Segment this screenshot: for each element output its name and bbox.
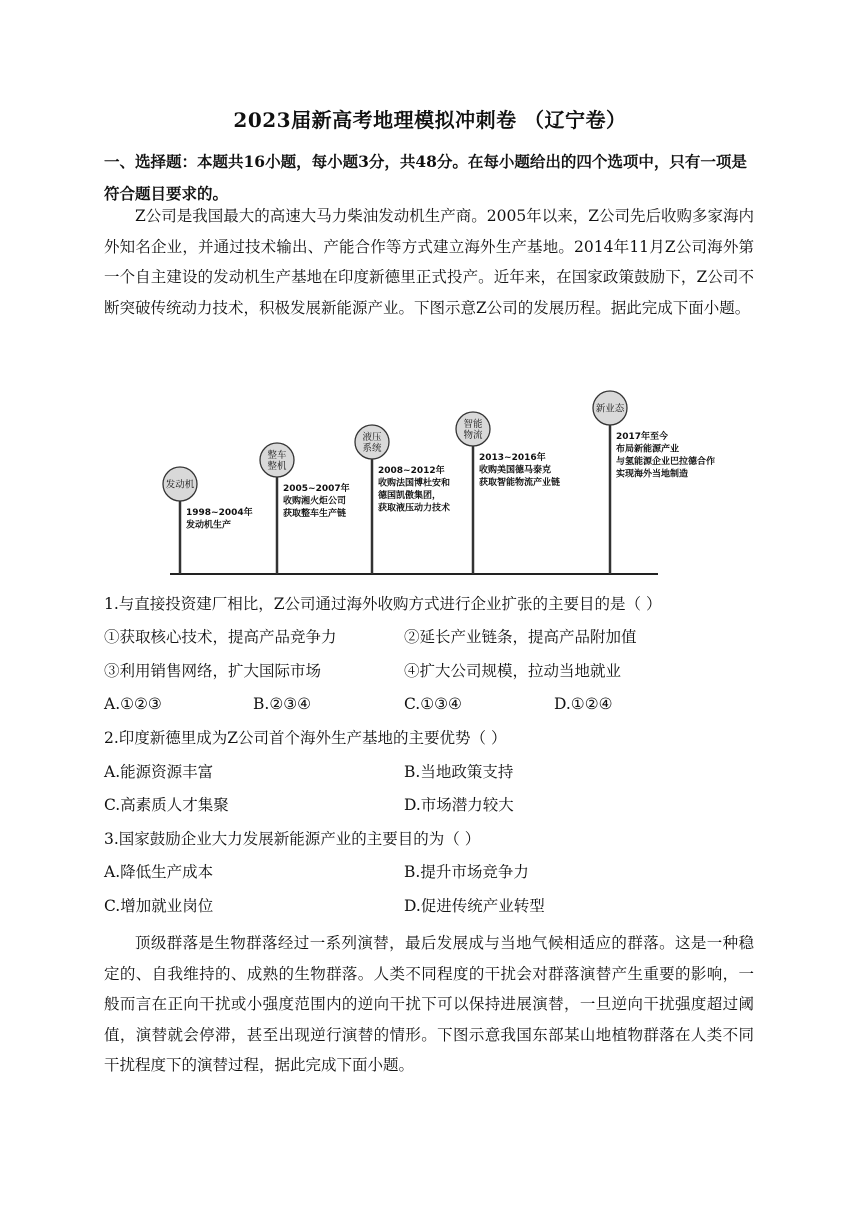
stage-1-badge-label: 发动机: [165, 479, 195, 491]
q1-option-a[interactable]: A.①②③: [104, 695, 162, 713]
q3-option-b[interactable]: B.提升市场竞争力: [404, 863, 529, 881]
question-2-stem: 2.印度新德里成为Z公司首个海外生产基地的主要优势（ ）: [104, 729, 507, 747]
q1-option-d[interactable]: D.①②④: [554, 695, 613, 713]
stage-3-badge-label: 系统: [362, 443, 382, 454]
stage-2-badge-label: 整机: [267, 461, 287, 472]
passage-1: Z公司是我国最大的高速大马力柴油发动机生产商。2005年以来，Z公司先后收购多家海内外知名企业，并通过技术输出、产能合作等方式建立海外生产基地。2014年11月Z公司海外第一个自主建设的发动机生产基地在印度新德里正式投产。近年来，在国家政策鼓励下，Z公司不断突破传统动力技术，积极发展新能源产业。下图示意Z公司的发展历程。据此完成下面小题。: [104, 207, 754, 317]
stage-3-caption: 2008~2012年: [378, 466, 445, 476]
stage-4-badge-label: 物流: [463, 430, 483, 441]
q1-statement-4: ④扩大公司规模，拉动当地就业: [404, 662, 622, 680]
stage-1-caption: 发动机生产: [186, 520, 232, 531]
stage-5-badge-label: 新业态: [595, 403, 625, 415]
stage-4-caption: 获取智能物流产业链: [479, 478, 561, 488]
stage-3-caption: 德国凯傲集团，: [378, 491, 442, 501]
stage-2-badge-label: 整车: [267, 450, 287, 461]
q1-statement-1: ①获取核心技术，提高产品竞争力: [104, 628, 337, 646]
section-heading: 一、选择题：本题共16小题，每小题3分，共48分。在每小题给出的四个选项中，只有一项是符合题目要求的。: [104, 152, 747, 203]
q3-option-a[interactable]: A.降低生产成本: [104, 863, 214, 881]
stage-3-caption: 获取液压动力技术: [378, 503, 451, 514]
stage-5-caption: 布局新能源产业: [616, 444, 680, 455]
stage-2-caption: 获取整车生产链: [283, 509, 347, 519]
page-title: 2023届新高考地理模拟冲刺卷 （辽宁卷）: [233, 108, 627, 132]
passage-2: 顶级群落是生物群落经过一系列演替，最后发展成与当地气候相适应的群落。这是一种稳定的、自我维持的、成熟的生物群落。人类不同程度的干扰会对群落演替产生重要的影响，一般而言在正向干扰或小强度范围内的逆向干扰下可以保持进展演替，一旦逆向干扰强度超过阈值，演替就会停滞，甚至出现逆行演替的情形。下图示意我国东部某山地植物群落在人类不同干扰程度下的演替过程，据此完成下面小题。: [104, 934, 754, 1074]
development-timeline-figure: [165, 388, 716, 582]
stage-3-badge-label: 液压: [362, 432, 382, 443]
stage-2-caption: 2005~2007年: [283, 484, 350, 494]
stage-4-caption: 收购美国德马泰克: [479, 465, 552, 476]
stage-4-caption: 2013~2016年: [479, 453, 546, 463]
stage-5-caption: 与氢能源企业巴拉德合作: [616, 457, 716, 467]
q1-option-c[interactable]: C.①③④: [404, 695, 462, 713]
q2-option-a[interactable]: A.能源资源丰富: [104, 763, 214, 781]
question-3-stem: 3.国家鼓励企业大力发展新能源产业的主要目的为（ ）: [104, 830, 481, 848]
stage-5-caption: 实现海外当地制造: [616, 469, 689, 480]
q3-option-d[interactable]: D.促进传统产业转型: [404, 897, 545, 915]
question-1-stem: 1.与直接投资建厂相比，Z公司通过海外收购方式进行企业扩张的主要目的是（ ）: [104, 595, 662, 613]
q1-statement-2: ②延长产业链条，提高产品附加值: [404, 628, 637, 646]
stage-1-caption: 1998~2004年: [186, 508, 253, 518]
q2-option-d[interactable]: D.市场潜力较大: [404, 796, 514, 814]
q2-option-c[interactable]: C.高素质人才集聚: [104, 796, 229, 814]
stage-2-caption: 收购湘火炬公司: [283, 496, 347, 507]
stage-4-badge-label: 智能: [463, 419, 483, 430]
q1-statement-3: ③利用销售网络，扩大国际市场: [104, 662, 322, 680]
q1-option-b[interactable]: B.②③④: [253, 695, 312, 713]
q3-option-c[interactable]: C.增加就业岗位: [104, 897, 214, 915]
stage-3-caption: 收购法国博杜安和: [378, 478, 451, 489]
stage-5-caption: 2017年至今: [616, 432, 669, 442]
q2-option-b[interactable]: B.当地政策支持: [404, 763, 514, 781]
